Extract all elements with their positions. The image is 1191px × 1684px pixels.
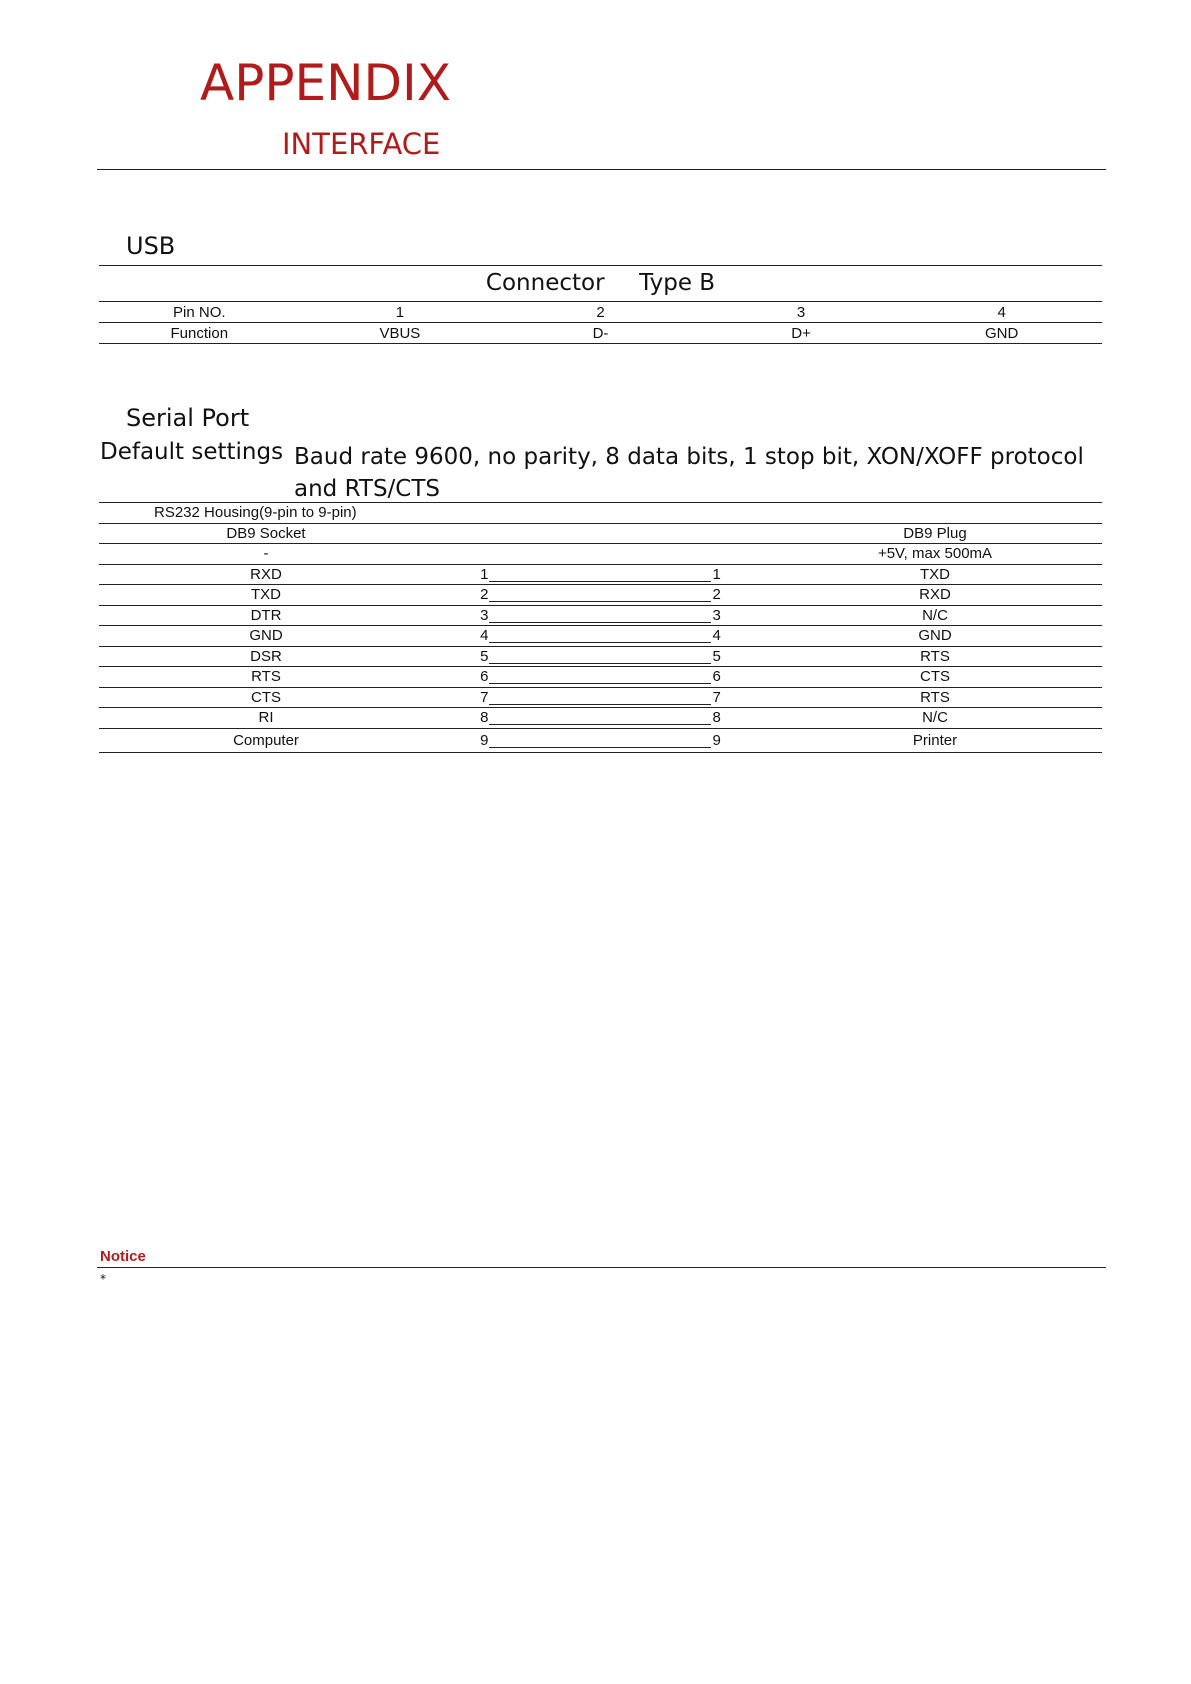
pin-number-right: 6 <box>712 668 721 686</box>
serial-pin-row <box>99 667 1102 688</box>
pin-wire <box>480 587 721 602</box>
wire-line <box>489 651 711 664</box>
wire-line <box>489 589 711 602</box>
notice-label: Notice <box>100 1248 146 1265</box>
plug-signal: RTS <box>920 647 950 665</box>
default-settings-label: Default settings <box>100 439 284 465</box>
usb-connector-value: Type B <box>639 270 716 296</box>
header-divider <box>97 169 1106 170</box>
serial-section-title: Serial Port <box>126 404 250 432</box>
pin-wire <box>480 710 721 725</box>
db9-plug-header: DB9 Plug <box>903 524 967 542</box>
wire-line <box>489 569 711 582</box>
wire-line <box>489 712 711 725</box>
usb-connector-row <box>99 266 1102 302</box>
usb-cell: D- <box>592 324 609 342</box>
wire-line <box>489 630 711 643</box>
pin-number-right: 1 <box>712 565 721 583</box>
usb-connector-label: Connector <box>485 270 605 296</box>
serial-pin-row <box>99 605 1102 626</box>
default-settings-text: Baud rate 9600, no parity, 8 data bits, 1 stop bit, XON/XOFF protocol and RTS/CTS <box>294 444 1084 502</box>
pin-number-right: 8 <box>712 709 721 727</box>
notice-divider <box>97 1267 1106 1268</box>
pin-number-left: 8 <box>480 709 489 727</box>
pin-number-right: 3 <box>712 606 721 624</box>
socket-signal: CTS <box>250 688 281 706</box>
pin-number-right: 4 <box>712 627 721 645</box>
plug-signal: N/C <box>922 709 948 727</box>
pin-number-right: 2 <box>712 586 721 604</box>
pin-number-left: 6 <box>480 668 489 686</box>
pin-number-left: 4 <box>480 627 489 645</box>
serial-pin-row <box>99 687 1102 708</box>
pin-number-left: 3 <box>480 606 489 624</box>
serial-pin-row <box>99 585 1102 606</box>
pin-wire <box>480 567 721 582</box>
pin-number-left: 7 <box>480 688 489 706</box>
wire-line <box>489 610 711 623</box>
socket-signal: DTR <box>250 606 282 624</box>
wire-line <box>489 671 711 684</box>
usb-cell: 4 <box>997 303 1006 321</box>
usb-cell: 2 <box>596 303 605 321</box>
plug-signal: GND <box>918 627 952 645</box>
usb-cell: VBUS <box>379 324 421 342</box>
usb-section-title: USB <box>126 232 176 260</box>
serial-power-row <box>99 544 1102 565</box>
page-title: APPENDIX <box>200 54 452 112</box>
serial-pin-row <box>99 626 1102 647</box>
pin-number-right: 9 <box>712 731 721 749</box>
pin-wire <box>480 608 721 623</box>
plug-signal: CTS <box>919 668 950 686</box>
usb-cell: Function <box>170 324 229 342</box>
power-left: - <box>263 545 269 563</box>
usb-pin-table <box>99 266 1102 344</box>
usb-function-row <box>99 323 1102 344</box>
plug-signal: RTS <box>920 688 950 706</box>
pin-number-right: 5 <box>712 647 721 665</box>
serial-pin-row <box>99 728 1102 752</box>
wire-line <box>489 735 711 748</box>
plug-signal: RXD <box>919 586 951 604</box>
serial-pin-row <box>99 564 1102 585</box>
serial-housing-row <box>99 503 1102 523</box>
usb-cell: Pin NO. <box>173 303 226 321</box>
pin-number-left: 9 <box>480 731 489 749</box>
plug-signal: TXD <box>919 565 950 583</box>
socket-signal: TXD <box>250 586 281 604</box>
plug-signal: Printer <box>912 731 958 749</box>
pin-wire <box>480 733 721 748</box>
pin-number-right: 7 <box>712 688 721 706</box>
socket-signal: RI <box>258 709 274 727</box>
usb-cell: 1 <box>395 303 405 321</box>
serial-pin-row <box>99 708 1102 729</box>
pin-number-left: 2 <box>480 586 489 604</box>
pin-wire <box>480 690 721 705</box>
socket-signal: RXD <box>250 565 282 583</box>
pin-wire <box>480 628 721 643</box>
page-subtitle: INTERFACE <box>282 127 441 161</box>
usb-cell: D+ <box>791 324 811 342</box>
serial-pin-table <box>99 503 1102 753</box>
pin-number-left: 5 <box>480 647 489 665</box>
serial-header-row <box>99 523 1102 544</box>
socket-signal: Computer <box>233 731 299 749</box>
socket-signal: RTS <box>251 668 281 686</box>
usb-pin-row <box>99 302 1102 323</box>
pin-number-left: 1 <box>480 565 489 583</box>
housing-label: RS232 Housing(9-pin to 9-pin) <box>154 504 357 522</box>
db9-socket-header: DB9 Socket <box>226 524 306 542</box>
usb-cell: GND <box>985 324 1019 342</box>
pin-wire <box>480 669 721 684</box>
serial-pin-row <box>99 646 1102 667</box>
wire-line <box>489 692 711 705</box>
plug-signal: N/C <box>922 606 948 624</box>
notice-text: * <box>100 1272 106 1286</box>
socket-signal: DSR <box>250 647 282 665</box>
socket-signal: GND <box>249 627 283 645</box>
usb-cell: 3 <box>796 303 806 321</box>
pin-wire <box>480 649 721 664</box>
power-right: +5V, max 500mA <box>877 545 993 563</box>
